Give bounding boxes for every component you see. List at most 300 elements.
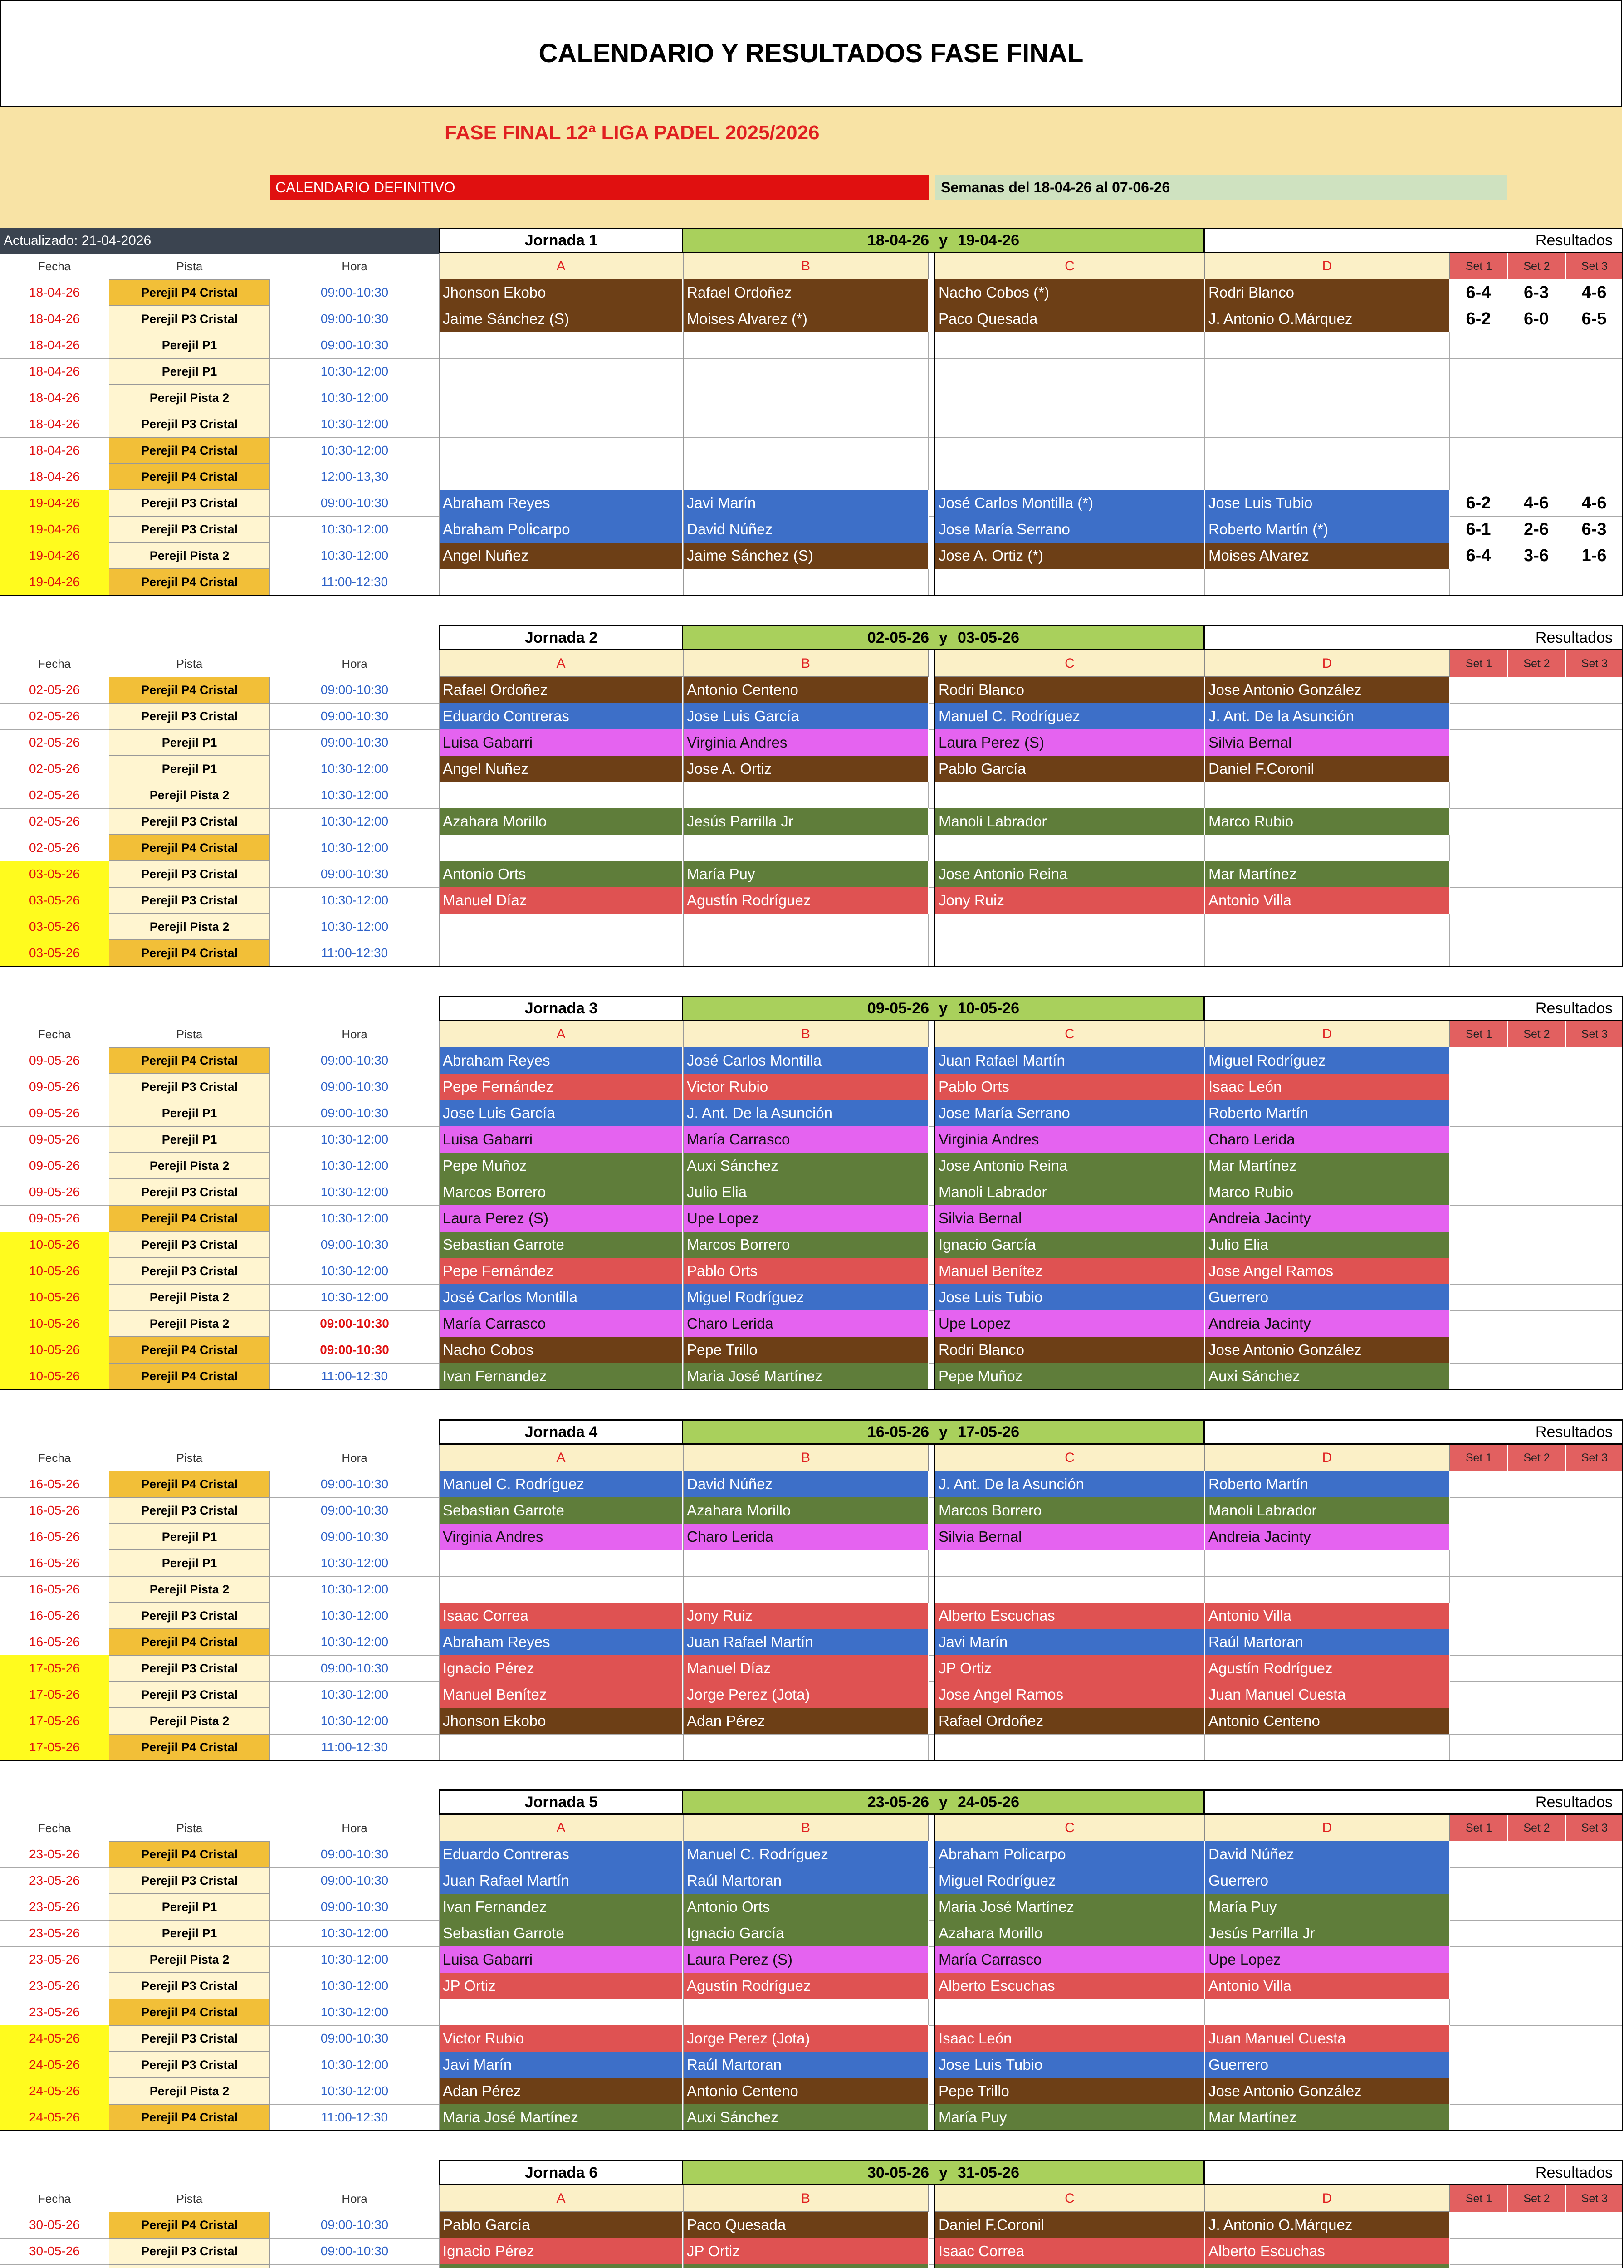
score-s2 [1507,1999,1565,2025]
score-s2 [1507,1471,1565,1497]
score-s1 [1450,332,1507,358]
score-s1 [1450,1867,1507,1894]
player-c [935,940,1205,966]
score-s3 [1565,1310,1623,1337]
row-fecha: 09-05-26 [29,1158,80,1173]
player-b [683,1550,929,1576]
score-s3 [1565,1471,1623,1497]
row-hora: 09:00-10:30 [320,312,389,326]
row-fecha: 18-04-26 [29,285,80,299]
header-set-1: Set 1 [1450,1021,1507,1047]
player-d: Daniel F.Coronil [1205,756,1450,782]
player-d [1205,358,1450,385]
player-b: Manuel C. Rodríguez [683,1841,929,1867]
player-b: Ignacio García [683,1920,929,1946]
player-b: Jony Ruiz [683,1603,929,1629]
player-b [683,1734,929,1760]
page-title: CALENDARIO Y RESULTADOS FASE FINAL [0,0,1622,107]
score-s3 [1565,835,1623,861]
header-group-a: A [439,253,683,279]
score-s1 [1450,1337,1507,1363]
col-line [683,2185,684,2268]
score-s1 [1450,887,1507,914]
player-b: Raúl Martoran [683,1867,929,1894]
score-s1 [1450,782,1507,808]
score-s1 [1450,1603,1507,1629]
score-s2 [1507,887,1565,914]
header-group-a: A [439,1021,683,1047]
score-s3 [1565,729,1623,756]
row-line [0,1760,1623,1761]
row-fecha: 18-04-26 [29,312,80,326]
row-line [0,1389,1623,1390]
player-d: María Puy [1205,1894,1450,1920]
header-hora: Hora [342,2191,367,2205]
row-hora: 10:30-12:00 [320,391,389,405]
row-fecha: 09-05-26 [29,1211,80,1225]
results-title: Resultados [1205,2160,1623,2185]
col-line [439,253,440,595]
player-c: Maria José Martínez [935,1894,1205,1920]
player-c: Jose Antonio Reina [935,861,1205,887]
player-b: David Núñez [683,516,929,543]
row-fecha: 02-05-26 [29,814,80,828]
header-group-a: A [439,2185,683,2212]
header-group-a: A [439,1445,683,1471]
row-pista: Perejil P4 Cristal [109,2212,270,2238]
player-c: Manoli Labrador [935,1179,1205,1205]
player-c: Isaac Correa [935,2238,1205,2264]
row-fecha: 17-05-26 [0,1734,109,1760]
score-s3 [1565,2212,1623,2238]
player-a: Pablo García [439,2212,683,2238]
row-pista [109,2264,270,2268]
header-pista: Pista [176,1027,203,1041]
score-s3 [1565,2264,1623,2268]
score-s2 [1507,1603,1565,1629]
score-s2 [1507,1100,1565,1126]
score-s3 [1565,1867,1623,1894]
row-pista: Perejil P3 Cristal [109,703,270,729]
score-s2 [1507,1629,1565,1655]
header-pista: Pista [176,1821,203,1835]
score-s1 [1450,808,1507,835]
row-fecha: 17-05-26 [0,1655,109,1681]
player-c: Isaac León [935,2025,1205,2052]
row-hora: 09:00-10:30 [320,1343,389,1357]
score-s1 [1450,940,1507,966]
player-d: J. Antonio O.Márquez [1205,2212,1450,2238]
score-s2 [1507,2264,1565,2268]
header-group-d: D [1205,650,1450,677]
player-d: Jesús Parrilla Jr [1205,1920,1450,1946]
score-s3: 6-3 [1565,516,1623,543]
score-s3 [1565,1258,1623,1284]
row-hora: 10:30-12:00 [320,788,389,802]
score-s3 [1565,1179,1623,1205]
player-b: Miguel Rodríguez [683,1284,929,1310]
row-pista: Perejil P1 [109,332,270,358]
row-pista: Perejil Pista 2 [109,782,270,808]
col-line [683,1815,684,2131]
player-a: Antonio Orts [439,861,683,887]
row-pista: Perejil P1 [109,1126,270,1153]
player-a [439,1576,683,1603]
player-a [439,782,683,808]
player-a: Pepe Fernández [439,1074,683,1100]
header-pista: Pista [176,1451,203,1465]
player-c [935,332,1205,358]
row-hora: 10:30-12:00 [320,1608,389,1623]
player-b [683,782,929,808]
player-d [1205,1734,1450,1760]
score-s3: 1-6 [1565,543,1623,569]
player-a [439,464,683,490]
player-c: Alberto Escuchas [935,1973,1205,1999]
player-d: Jose Antonio González [1205,677,1450,703]
row-hora: 10:30-12:00 [320,1185,389,1199]
row-pista: Perejil Pista 2 [109,1946,270,1973]
player-d: Manoli Labrador [1205,1497,1450,1524]
score-s3: 4-6 [1565,279,1623,306]
row-pista: Perejil P3 Cristal [109,808,270,835]
player-b [683,358,929,385]
player-b: Rafael Ordoñez [683,279,929,306]
row-hora: 10:30-12:00 [320,841,389,855]
row-hora: 10:30-12:00 [320,1290,389,1304]
results-title: Resultados [1205,625,1623,650]
score-s1 [1450,756,1507,782]
results-title: Resultados [1205,996,1623,1021]
row-hora: 09:00-10:30 [320,1530,389,1544]
row-fecha: 02-05-26 [29,735,80,749]
player-b [683,569,929,595]
row-fecha: 24-05-26 [0,2104,109,2131]
player-d: Marco Rubio [1205,808,1450,835]
row-pista: Perejil P1 [109,1894,270,1920]
row-pista: Perejil Pista 2 [109,1153,270,1179]
player-c [935,358,1205,385]
row-fecha: 10-05-26 [0,1337,109,1363]
row-pista: Perejil Pista 2 [109,385,270,411]
player-a: Rafael Ordoñez [439,677,683,703]
score-s2: 3-6 [1507,543,1565,569]
player-d: Raúl Martoran [1205,1629,1450,1655]
player-a: María Carrasco [439,1310,683,1337]
score-s2 [1507,1205,1565,1232]
row-hora: 12:00-13,30 [320,469,389,484]
row-hora: 10:30-12:00 [320,1979,389,1993]
player-d: Alberto Escuchas [1205,2238,1450,2264]
player-d: Guerrero [1205,2052,1450,2078]
score-s1 [1450,1471,1507,1497]
header-group-c: C [935,1445,1205,1471]
section-title: Jornada 5 [439,1789,683,1815]
player-d: Mar Martínez [1205,1153,1450,1179]
score-s3 [1565,1074,1623,1100]
date-to: 17-05-26 [957,1423,1020,1441]
header-pista: Pista [176,656,203,670]
score-s2 [1507,1708,1565,1734]
score-s1 [1450,2264,1507,2268]
row-pista: Perejil P4 Cristal [109,1734,270,1760]
row-pista: Perejil P4 Cristal [109,569,270,595]
results-title: Resultados [1205,1419,1623,1445]
score-s2 [1507,1946,1565,1973]
player-d: David Núñez [1205,1841,1450,1867]
row-fecha: 16-05-26 [29,1582,80,1596]
score-s3 [1565,1946,1623,1973]
score-s2: 6-0 [1507,306,1565,332]
header-pista: Pista [176,2191,203,2205]
row-fecha: 16-05-26 [29,1530,80,1544]
score-s1 [1450,2025,1507,2052]
score-s3 [1565,1284,1623,1310]
header-group-b: B [683,253,929,279]
player-a: Jaime Sánchez (S) [439,306,683,332]
player-b: Raúl Martoran [683,2052,929,2078]
player-d: Mar Martínez [1205,861,1450,887]
score-s2 [1507,808,1565,835]
score-s3 [1565,808,1623,835]
player-b: María Carrasco [683,1126,929,1153]
row-hora: 10:30-12:00 [320,814,389,828]
score-s3 [1565,756,1623,782]
row-hora: 10:30-12:00 [320,893,389,907]
score-s2 [1507,756,1565,782]
player-c [935,1999,1205,2025]
row-fecha [0,2264,109,2268]
score-s2 [1507,1576,1565,1603]
row-hora: 10:30-12:00 [320,1714,389,1728]
header-set-3: Set 3 [1565,650,1623,677]
row-hora: 10:30-12:00 [320,1264,389,1278]
score-s1: 6-2 [1450,306,1507,332]
header-hora: Hora [342,259,367,273]
score-s1 [1450,1310,1507,1337]
player-d: Charo Lerida [1205,1126,1450,1153]
player-d: Roberto Martín [1205,1471,1450,1497]
row-fecha: 24-05-26 [0,2025,109,2052]
row-fecha: 17-05-26 [0,1708,109,1734]
score-s1 [1450,1841,1507,1867]
score-s3 [1565,861,1623,887]
score-s3 [1565,385,1623,411]
score-s1 [1450,2104,1507,2131]
player-d: Antonio Centeno [1205,1708,1450,1734]
row-pista: Perejil Pista 2 [109,543,270,569]
calendar-definitive-label: CALENDARIO DEFINITIVO [270,175,929,200]
player-a [439,835,683,861]
score-s2 [1507,1920,1565,1946]
row-fecha: 18-04-26 [29,364,80,378]
row-pista: Perejil P1 [109,1920,270,1946]
player-d: Andreia Jacinty [1205,1310,1450,1337]
player-a: Ignacio Pérez [439,1655,683,1681]
player-a: Jose Luis García [439,1100,683,1126]
player-c: Pepe Muñoz [935,1363,1205,1389]
date-from: 30-05-26 [867,2164,929,2181]
row-fecha: 30-05-26 [29,2244,80,2258]
header-set-3: Set 3 [1565,2185,1623,2212]
player-b: Agustín Rodríguez [683,887,929,914]
header-group-c: C [935,650,1205,677]
section-dates [682,2160,1205,2185]
header-hora: Hora [342,1451,367,1465]
row-fecha: 10-05-26 [0,1284,109,1310]
header-group-b: B [683,1445,929,1471]
row-hora: 09:00-10:30 [320,867,389,881]
row-pista: Perejil P4 Cristal [109,1841,270,1867]
player-c [935,835,1205,861]
player-b [683,914,929,940]
row-pista: Perejil P4 Cristal [109,279,270,306]
score-s2 [1507,385,1565,411]
score-s2 [1507,1363,1565,1389]
pair-separator [929,253,935,595]
player-d [1205,835,1450,861]
header-fecha: Fecha [38,259,71,273]
player-a: Abraham Reyes [439,1047,683,1074]
player-b [683,437,929,464]
player-b: Paco Quesada [683,2212,929,2238]
player-d: Andreia Jacinty [1205,1524,1450,1550]
player-d [1205,385,1450,411]
date-to: 03-05-26 [957,629,1020,646]
player-a [439,569,683,595]
score-s3 [1565,887,1623,914]
score-s1 [1450,1708,1507,1734]
player-a [439,1550,683,1576]
col-line [683,1445,684,1760]
score-s2 [1507,1047,1565,1074]
header-hora: Hora [342,1821,367,1835]
player-a: Isaac Correa [439,1603,683,1629]
score-s3 [1565,782,1623,808]
col-line [439,1445,440,1760]
score-s2: 4-6 [1507,490,1565,516]
player-d: Roberto Martín [1205,1100,1450,1126]
row-hora: 10:30-12:00 [320,417,389,431]
row-fecha: 10-05-26 [0,1310,109,1337]
score-s2 [1507,2238,1565,2264]
score-s1: 6-1 [1450,516,1507,543]
player-d: Silvia Bernal [1205,729,1450,756]
score-s2 [1507,1179,1565,1205]
row-pista: Perejil P4 Cristal [109,437,270,464]
score-s1: 6-4 [1450,279,1507,306]
player-b: Jesús Parrilla Jr [683,808,929,835]
score-s2 [1507,1894,1565,1920]
row-fecha: 16-05-26 [29,1556,80,1570]
player-d: Jose Angel Ramos [1205,1258,1450,1284]
date-and: y [939,2164,948,2181]
header-group-c: C [935,253,1205,279]
score-s3 [1565,1126,1623,1153]
row-fecha: 18-04-26 [29,338,80,352]
player-c [935,1550,1205,1576]
player-d: Upe Lopez [1205,1946,1450,1973]
row-fecha: 23-05-26 [29,1952,80,1966]
pair-separator [929,2185,935,2268]
score-s1 [1450,1497,1507,1524]
header-group-c: C [935,1021,1205,1047]
player-a [439,385,683,411]
date-from: 02-05-26 [867,629,929,646]
row-hora: 10:30-12:00 [320,1952,389,1966]
player-a [439,1734,683,1760]
player-a [439,358,683,385]
player-b: Upe Lopez [683,1205,929,1232]
score-s2 [1507,1310,1565,1337]
header-group-b: B [683,650,929,677]
player-a: Ivan Fernandez [439,1363,683,1389]
player-c: Manoli Labrador [935,808,1205,835]
row-pista: Perejil P3 Cristal [109,861,270,887]
league-subtitle: FASE FINAL 12ª LIGA PADEL 2025/2026 [445,122,820,144]
score-s2 [1507,2078,1565,2104]
header-group-b: B [683,2185,929,2212]
date-and: y [939,231,948,249]
row-fecha: 19-04-26 [0,569,109,595]
score-s2 [1507,437,1565,464]
date-from: 16-05-26 [867,1423,929,1441]
row-hora: 10:30-12:00 [320,443,389,457]
row-hora: 09:00-10:30 [320,709,389,723]
player-d [1205,914,1450,940]
player-b: Jorge Perez (Jota) [683,2025,929,2052]
player-d [1205,569,1450,595]
weeks-range-label: Semanas del 18-04-26 al 07-06-26 [935,175,1507,200]
row-fecha: 09-05-26 [29,1132,80,1146]
row-pista: Perejil P3 Cristal [109,1867,270,1894]
score-s3 [1565,703,1623,729]
row-fecha: 18-04-26 [29,469,80,484]
pair-separator [929,1445,935,1760]
row-hora: 09:00-10:30 [320,683,389,697]
score-s1 [1450,1920,1507,1946]
player-a: Eduardo Contreras [439,1841,683,1867]
header-fecha: Fecha [38,1821,71,1835]
player-b [683,940,929,966]
player-c: María Carrasco [935,1946,1205,1973]
player-c: Javi Marín [935,1629,1205,1655]
row-fecha: 02-05-26 [29,709,80,723]
date-and: y [939,1793,948,1811]
date-and: y [939,629,948,646]
row-hora: 10:30-12:00 [320,2084,389,2098]
header-hora: Hora [342,656,367,670]
player-d: Marco Rubio [1205,1179,1450,1205]
score-s1 [1450,1179,1507,1205]
row-pista: Perejil P3 Cristal [109,2025,270,2052]
score-s3 [1565,677,1623,703]
date-to: 19-04-26 [957,231,1020,249]
player-a: Luisa Gabarri [439,729,683,756]
score-s3: 4-6 [1565,490,1623,516]
date-from: 09-05-26 [867,999,929,1017]
date-and: y [939,999,948,1017]
score-s1 [1450,1894,1507,1920]
row-fecha: 30-05-26 [29,2218,80,2232]
score-s3 [1565,2078,1623,2104]
header-group-b: B [683,1815,929,1841]
player-d: Antonio Villa [1205,1603,1450,1629]
player-d: J. Ant. De la Asunción [1205,703,1450,729]
row-pista: Perejil P3 Cristal [109,887,270,914]
score-s3 [1565,1629,1623,1655]
row-line [0,595,1623,596]
